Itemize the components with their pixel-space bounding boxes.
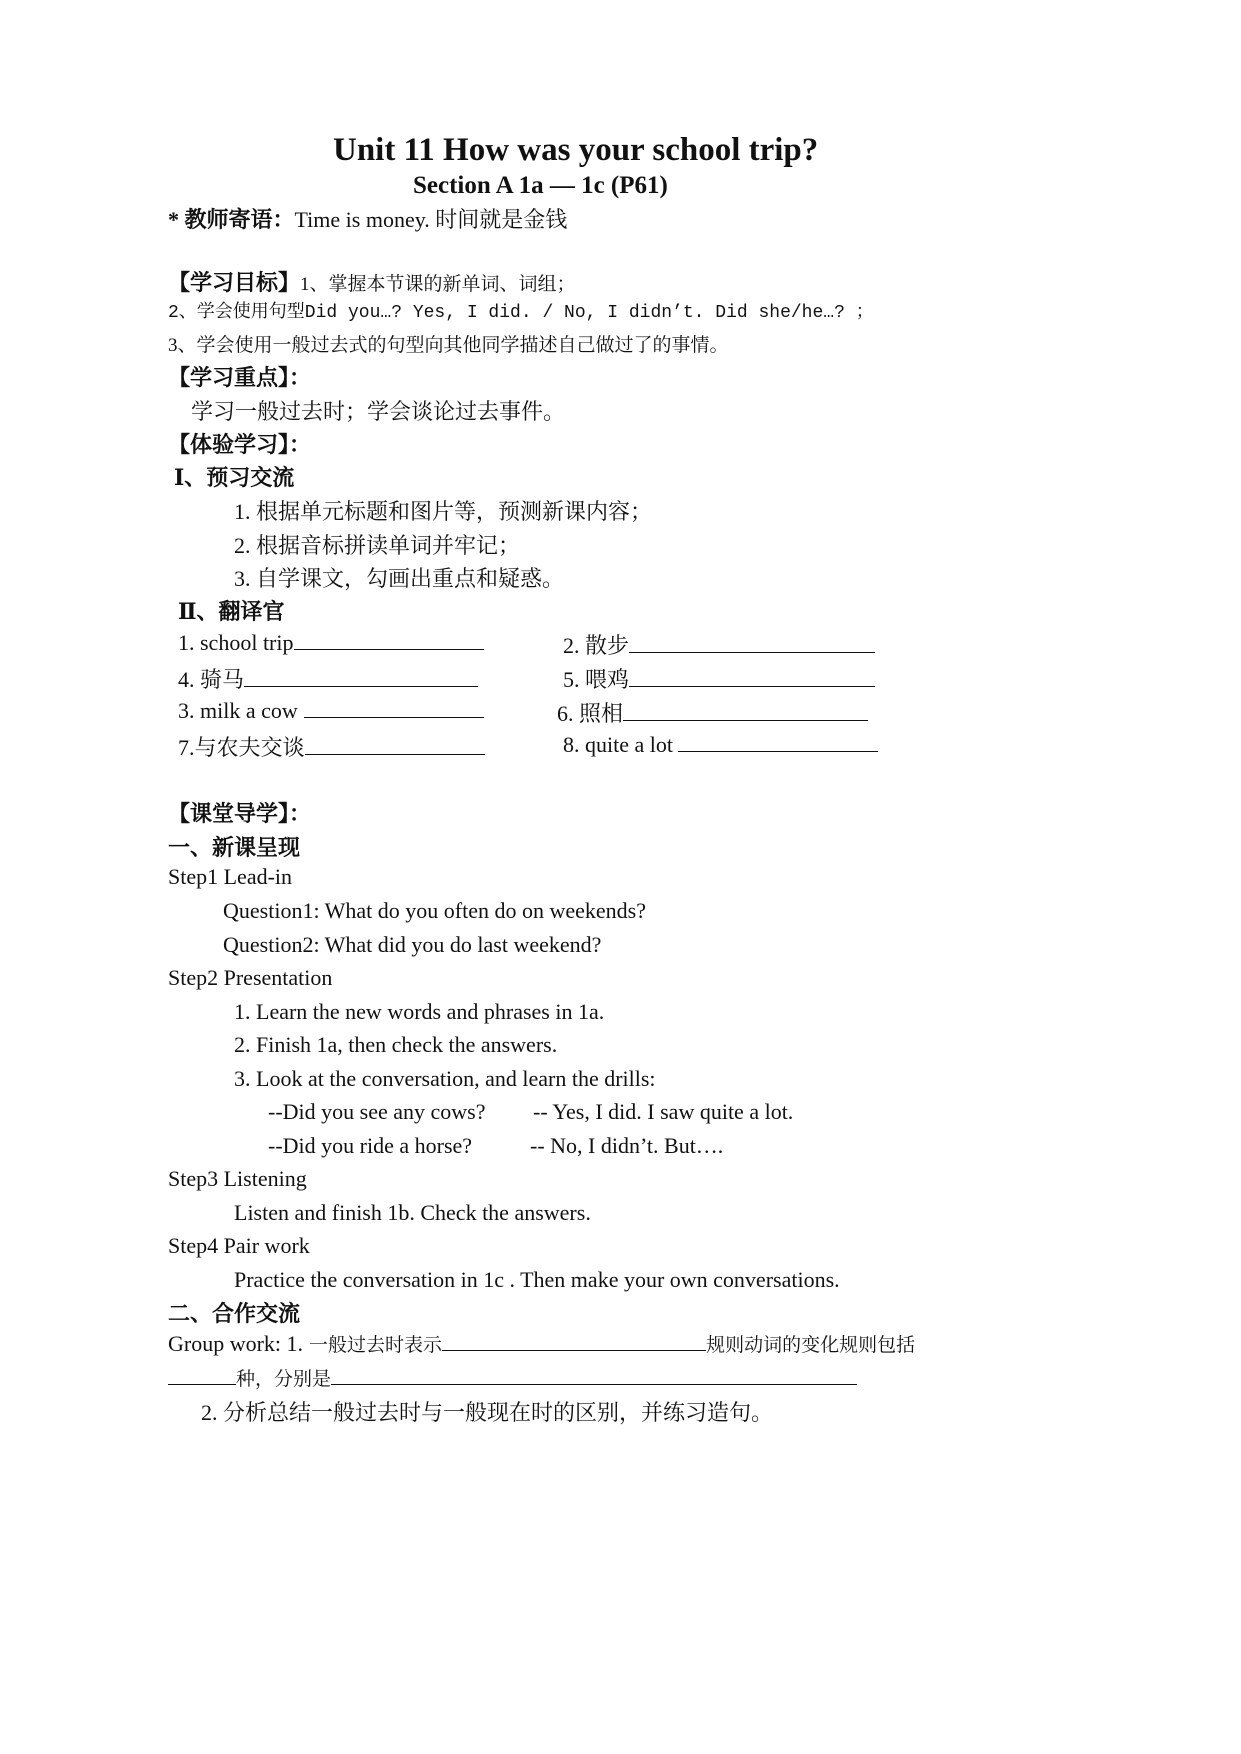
answer-blank[interactable]	[168, 1364, 236, 1385]
keypoints-heading: 【学习重点】：	[168, 365, 312, 390]
translate-label: 1. school trip	[178, 630, 294, 655]
answer-blank[interactable]	[678, 731, 878, 752]
objective-item-3: 3、学会使用一般过去式的句型向其他同学描述自己做过了的事情。	[168, 335, 729, 356]
translate-item	[557, 697, 868, 728]
translate-item	[178, 731, 485, 762]
group-work-item-2: 2. 分析总结一般过去时与一般现在时的区别，并练习造句。	[201, 1400, 774, 1425]
group-work-text-3: 种，分别是	[236, 1369, 332, 1390]
translate-label: 2. 散步	[563, 633, 630, 658]
step2-item-3: 3. Look at the conversation, and learn the drills:	[234, 1066, 656, 1091]
translate-label: 6. 照相	[557, 701, 624, 726]
drill-answer-2: -- No, I didn’t. But….	[530, 1133, 724, 1158]
step2-item-1: 1. Learn the new words and phrases in 1a.	[234, 999, 605, 1024]
step3-label: Step3 Listening	[168, 1166, 307, 1191]
page-title: Unit 11 How was your school trip?	[333, 132, 819, 168]
objectives-line1	[168, 266, 576, 297]
classroom-heading: 【课堂导学】：	[168, 801, 312, 826]
motto-label: * 教师寄语：	[168, 207, 295, 232]
section-subtitle: Section A 1a — 1c (P61)	[413, 172, 668, 199]
translate-heading: Ⅱ、翻译官	[178, 599, 285, 624]
translate-item	[178, 697, 484, 724]
step2-item-2: 2. Finish 1a, then check the answers.	[234, 1032, 558, 1057]
translate-item	[563, 663, 875, 694]
objective-item-2: 2、学会使用句型Did you…? Yes, I did. / No, I didn’t. Did she/he…? ；	[168, 303, 874, 323]
question-2: Question2: What did you do last weekend?	[223, 932, 602, 957]
answer-blank[interactable]	[623, 700, 868, 721]
preview-heading: Ⅰ、预习交流	[174, 465, 295, 490]
translate-label: 3. milk a cow	[178, 698, 298, 723]
experience-heading: 【体验学习】：	[168, 432, 312, 457]
translate-item	[178, 663, 478, 694]
drill-question-1: --Did you see any cows?	[268, 1099, 486, 1124]
answer-blank[interactable]	[629, 666, 875, 687]
question-1: Question1: What do you often do on weekends?	[223, 898, 647, 923]
translate-label: 4. 骑马	[178, 667, 245, 692]
answer-blank[interactable]	[304, 697, 484, 718]
part2-heading: 二、合作交流	[168, 1301, 301, 1326]
group-work-text-1: 一般过去时表示	[309, 1335, 443, 1356]
step3-text: Listen and finish 1b. Check the answers.	[234, 1200, 591, 1225]
keypoints-text: 学习一般过去时；学会谈论过去事件。	[191, 399, 566, 424]
drill-question-2: --Did you ride a horse?	[268, 1133, 473, 1158]
part1-heading: 一、新课呈现	[168, 835, 301, 860]
drill-answer-1: -- Yes, I did. I saw quite a lot.	[533, 1099, 794, 1124]
objectives-heading: 【学习目标】	[168, 270, 301, 295]
group-work-label: Group work: 1.	[168, 1331, 304, 1356]
preview-item-2: 2. 根据音标拼读单词并牢记；	[234, 533, 521, 558]
step4-text: Practice the conversation in 1c . Then make your own conversations.	[234, 1267, 840, 1292]
answer-blank[interactable]	[629, 632, 875, 653]
motto-text: Time is money. 时间就是金钱	[294, 207, 568, 232]
group-work-text-2: 规则动词的变化规则包括	[706, 1335, 916, 1356]
group-work-line-2	[168, 1364, 857, 1391]
teacher-motto	[168, 203, 567, 234]
translate-label: 8. quite a lot	[563, 732, 673, 757]
translate-item	[563, 731, 878, 758]
answer-blank[interactable]	[294, 629, 484, 650]
step4-label: Step4 Pair work	[168, 1233, 310, 1258]
answer-blank[interactable]	[331, 1364, 857, 1385]
answer-blank[interactable]	[442, 1330, 706, 1351]
objective-item-1: 1、掌握本节课的新单词、词组；	[300, 274, 576, 295]
translate-label: 5. 喂鸡	[563, 667, 630, 692]
answer-blank[interactable]	[244, 666, 478, 687]
step1-label: Step1 Lead-in	[168, 864, 293, 889]
translate-item	[178, 629, 484, 656]
translate-label: 7.与农夫交谈	[178, 735, 305, 760]
preview-item-1: 1. 根据单元标题和图片等，预测新课内容；	[234, 499, 653, 524]
preview-item-3: 3. 自学课文，勾画出重点和疑惑。	[234, 566, 565, 591]
step2-label: Step2 Presentation	[168, 965, 333, 990]
group-work-line	[168, 1330, 915, 1357]
translate-item	[563, 629, 875, 660]
answer-blank[interactable]	[305, 734, 485, 755]
